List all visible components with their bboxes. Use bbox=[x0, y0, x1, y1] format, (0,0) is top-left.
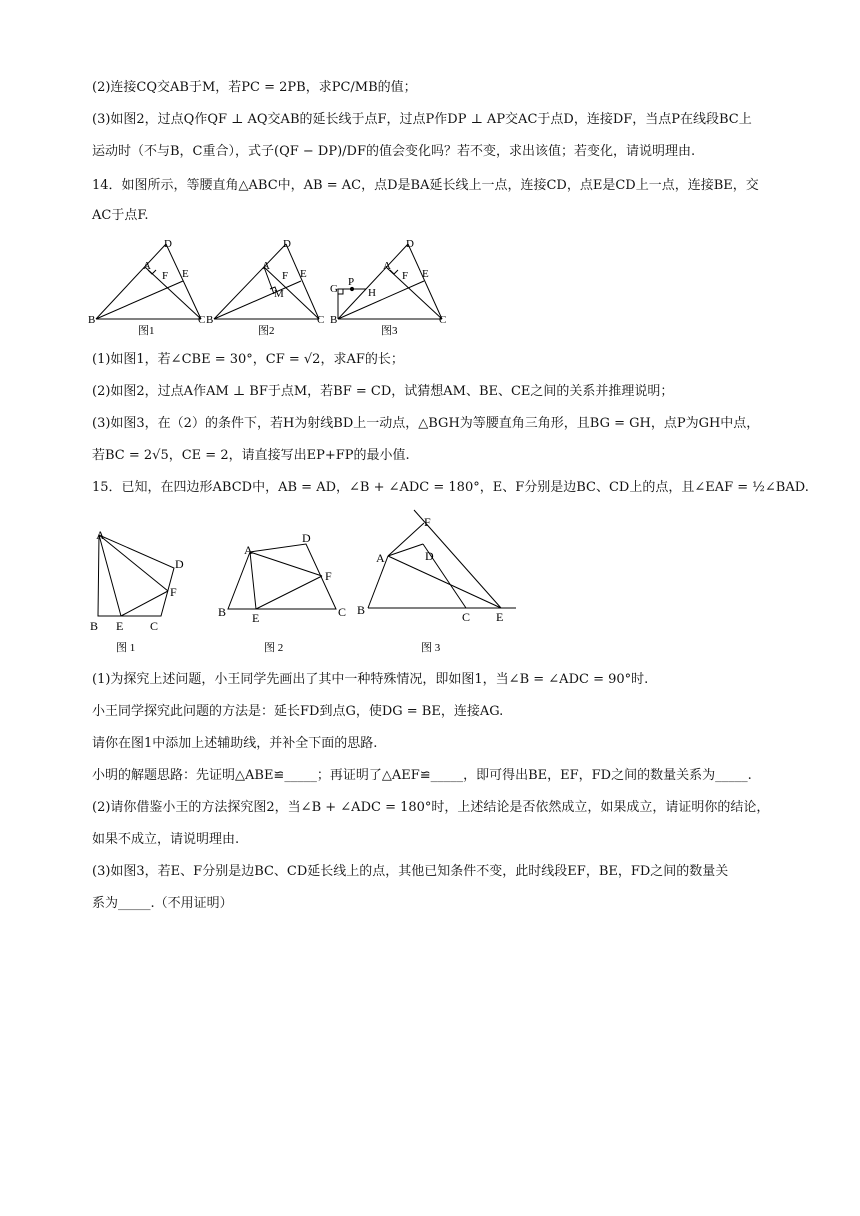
label-A: A bbox=[143, 260, 151, 272]
caption-fig15-3: 图 3 bbox=[421, 642, 441, 654]
label-C: C bbox=[150, 619, 159, 633]
label-E: E bbox=[496, 610, 504, 624]
q14-part3-l2: 若BC = 2√5，CE = 2，请直接写出EP+FP的最小值. bbox=[92, 448, 410, 463]
label-D: D bbox=[425, 549, 434, 563]
q15-part3-l1: (3)如图3，若E、F分别是边BC、CD延长线上的点，其他已知条件不变，此时线段EF，BE，FD之间的数量关 bbox=[92, 864, 729, 879]
label-A: A bbox=[96, 528, 105, 542]
q15-part3-l2: 系为_____.（不用证明） bbox=[92, 896, 233, 911]
label-E: E bbox=[116, 619, 124, 633]
q13-part2: (2)连接CQ交AB于M，若PC = 2PB，求PC/MB的值； bbox=[92, 80, 417, 95]
label-C: C bbox=[198, 314, 206, 326]
label-A: A bbox=[383, 260, 391, 272]
q14-part3-l1: (3)如图3，在（2）的条件下，若H为射线BD上一动点，△BGH为等腰直角三角形，且BG = GH，点P为GH中点， bbox=[92, 416, 760, 431]
q15-stem: 15．已知，在四边形ABCD中，AB = AD，∠B + ∠ADC = 180°，E、F分别是边BC、CD上的点，且∠EAF = ½∠BAD. bbox=[92, 480, 809, 495]
label-C: C bbox=[439, 314, 447, 326]
label-B: B bbox=[206, 314, 214, 326]
q14-stem-l2: AC于点F. bbox=[92, 208, 149, 223]
label-P: P bbox=[348, 276, 355, 288]
label-B: B bbox=[90, 619, 99, 633]
q14-figure-2 bbox=[206, 238, 324, 337]
caption-fig14-3: 图3 bbox=[381, 325, 398, 337]
q15-part2-l1: (2)请你借鉴小王的方法探究图2，当∠B + ∠ADC = 180°时，上述结论是否依然成立，如果成立，请证明你的结论， bbox=[92, 800, 770, 815]
q15-figure-1 bbox=[90, 528, 184, 654]
q13-part3-l2: 运动时（不与B，C重合），式子(QF − DP)/DF的值会变化吗？若不变，求出该值；若变化，请说明理由. bbox=[92, 144, 696, 159]
label-F: F bbox=[162, 270, 169, 282]
q15-part1-l4: 小明的解题思路：先证明△ABE≌_____；再证明了△AEF≌_____，即可得出BE，EF，FD之间的数量关系为_____. bbox=[92, 768, 752, 783]
label-B: B bbox=[218, 605, 227, 619]
q15-figure-3 bbox=[357, 510, 516, 654]
label-C: C bbox=[462, 610, 471, 624]
q14-stem-l1: 14．如图所示，等腰直角△ABC中，AB = AC，点D是BA延长线上一点，连接CD，点E是CD上一点，连接BE，交 bbox=[92, 178, 759, 193]
label-B: B bbox=[357, 603, 366, 617]
q15-part1-l2: 小王同学探究此问题的方法是：延长FD到点G，使DG = BE，连接AG. bbox=[92, 704, 504, 719]
label-D: D bbox=[283, 238, 291, 250]
label-E: E bbox=[182, 268, 189, 280]
label-F: F bbox=[402, 270, 409, 282]
q14-figure-3 bbox=[330, 238, 446, 337]
q14-figure-1 bbox=[88, 238, 205, 337]
q14-part2: (2)如图2，过点A作AM ⊥ BF于点M，若BF = CD，试猜想AM、BE、CE之间的关系并推理说明； bbox=[92, 384, 674, 399]
q14-part1: (1)如图1，若∠CBE = 30°，CF = √2，求AF的长； bbox=[92, 352, 404, 367]
caption-fig14-1: 图1 bbox=[138, 325, 155, 337]
label-F: F bbox=[282, 270, 289, 282]
label-G: G bbox=[330, 283, 338, 295]
label-H: H bbox=[368, 287, 376, 299]
label-A: A bbox=[376, 551, 385, 565]
label-E: E bbox=[300, 268, 307, 280]
label-C: C bbox=[317, 314, 325, 326]
label-C: C bbox=[338, 605, 347, 619]
label-D: D bbox=[175, 557, 184, 571]
label-F: F bbox=[170, 585, 177, 599]
label-A: A bbox=[244, 543, 253, 557]
q15-figures bbox=[86, 506, 526, 656]
label-D: D bbox=[164, 238, 172, 250]
label-D: D bbox=[302, 531, 311, 545]
label-E: E bbox=[252, 611, 260, 625]
label-M: M bbox=[274, 288, 284, 300]
q15-part1-l1: (1)为探究上述问题，小王同学先画出了其中一种特殊情况，即如图1，当∠B = ∠ADC = 90°时. bbox=[92, 672, 649, 687]
q15-part2-l2: 如果不成立，请说明理由. bbox=[92, 832, 240, 847]
caption-fig14-2: 图2 bbox=[258, 325, 275, 337]
label-D: D bbox=[406, 238, 414, 250]
label-F: F bbox=[424, 515, 431, 529]
label-A: A bbox=[262, 260, 270, 272]
label-E: E bbox=[422, 268, 429, 280]
q14-figures bbox=[86, 234, 456, 340]
q15-part1-l3: 请你在图1中添加上述辅助线，并补全下面的思路. bbox=[92, 736, 378, 751]
q13-part3-l1: (3)如图2，过点Q作QF ⊥ AQ交AB的延长线于点F，过点P作DP ⊥ AP交AC于点D，连接DF，当点P在线段BC上 bbox=[92, 112, 752, 127]
label-B: B bbox=[88, 314, 96, 326]
label-B: B bbox=[330, 314, 338, 326]
label-F: F bbox=[325, 569, 332, 583]
q15-figure-2 bbox=[218, 531, 346, 654]
caption-fig15-2: 图 2 bbox=[264, 642, 284, 654]
caption-fig15-1: 图 1 bbox=[116, 642, 136, 654]
